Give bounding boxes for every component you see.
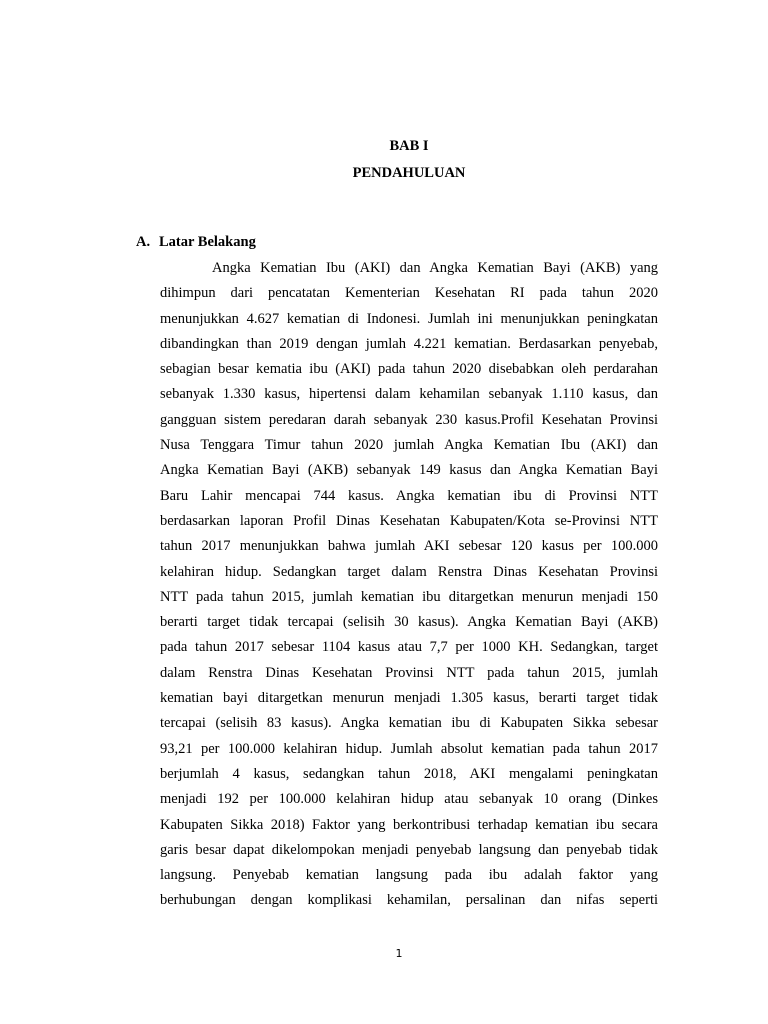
paragraph-line: dibandingkan than 2019 dengan jumlah 4.221 kematian. Berdasarkan penyebab,: [160, 335, 658, 352]
paragraph-line: gangguan sistem peredaran darah sebanyak 230 kasus.Profil Kesehatan Provinsi: [160, 411, 658, 428]
chapter-title: PENDAHULUAN: [352, 165, 466, 181]
chapter-number: BAB I: [389, 138, 429, 154]
paragraph-line: sebagian besar kematia ibu (AKI) pada tahun 2020 disebabkan oleh perdarahan: [160, 361, 658, 378]
body-paragraph: [160, 258, 658, 916]
paragraph-line: berhubungan dengan komplikasi kehamilan, persalinan dan nifas seperti: [160, 892, 658, 909]
section-letter: A.: [136, 234, 151, 250]
paragraph-line: kematian bayi ditargetkan menurun menjadi 1.305 kasus, berarti target tidak: [160, 690, 658, 707]
paragraph-line: Baru Lahir mencapai 744 kasus. Angka kematian ibu di Provinsi NTT: [160, 487, 658, 504]
paragraph-line: dalam Renstra Dinas Kesehatan Provinsi NTT pada tahun 2015, jumlah: [160, 664, 658, 681]
paragraph-line: Nusa Tenggara Timur tahun 2020 jumlah Angka Kematian Ibu (AKI) dan: [160, 437, 658, 454]
paragraph-line: berarti target tidak tercapai (selisih 30 kasus). Angka Kematian Bayi (AKB): [160, 614, 658, 631]
paragraph-line: tahun 2017 menunjukkan bahwa jumlah AKI sebesar 120 kasus per 100.000: [160, 538, 658, 555]
paragraph-line: NTT pada tahun 2015, jumlah kematian ibu ditargetkan menurun menjadi 150: [160, 588, 658, 605]
paragraph-line: langsung. Penyebab kematian langsung pada ibu adalah faktor yang: [160, 867, 658, 884]
paragraph-line: berjumlah 4 kasus, sedangkan tahun 2018, AKI mengalami peningkatan: [160, 765, 658, 782]
paragraph-line: tercapai (selisih 83 kasus). Angka kematian ibu di Kabupaten Sikka sebesar: [160, 715, 658, 732]
paragraph-line: menunjukkan 4.627 kematian di Indonesi. Jumlah ini menunjukkan peningkatan: [160, 310, 658, 327]
paragraph-line: berdasarkan laporan Profil Dinas Kesehatan Kabupaten/Kota se-Provinsi NTT: [160, 512, 658, 529]
paragraph-line: kelahiran hidup. Sedangkan target dalam Renstra Dinas Kesehatan Provinsi: [160, 563, 658, 580]
paragraph-line: sebanyak 1.330 kasus, hipertensi dalam kehamilan sebanyak 1.110 kasus, dan: [160, 386, 658, 403]
section-title: Latar Belakang: [159, 234, 256, 250]
paragraph-line: Angka Kematian Ibu (AKI) dan Angka Kematian Bayi (AKB) yang: [212, 260, 658, 276]
section-heading: [136, 233, 256, 251]
paragraph-line: Angka Kematian Bayi (AKB) sebanyak 149 kasus dan Angka Kematian Bayi: [160, 462, 658, 479]
paragraph-line: pada tahun 2017 sebesar 1104 kasus atau 7,7 per 1000 KH. Sedangkan, target: [160, 639, 658, 656]
paragraph-line: menjadi 192 per 100.000 kelahiran hidup atau sebanyak 10 orang (Dinkes: [160, 791, 658, 808]
paragraph-line: garis besar dapat dikelompokan menjadi penyebab langsung dan penyebab tidak: [160, 841, 658, 858]
paragraph-line: 93,21 per 100.000 kelahiran hidup. Jumlah absolut kematian pada tahun 2017: [160, 740, 658, 757]
page-number: 1: [395, 947, 403, 960]
paragraph-line: dihimpun dari pencatatan Kementerian Kesehatan RI pada tahun 2020: [160, 285, 658, 302]
paragraph-line: Kabupaten Sikka 2018) Faktor yang berkontribusi terhadap kematian ibu secara: [160, 816, 658, 833]
